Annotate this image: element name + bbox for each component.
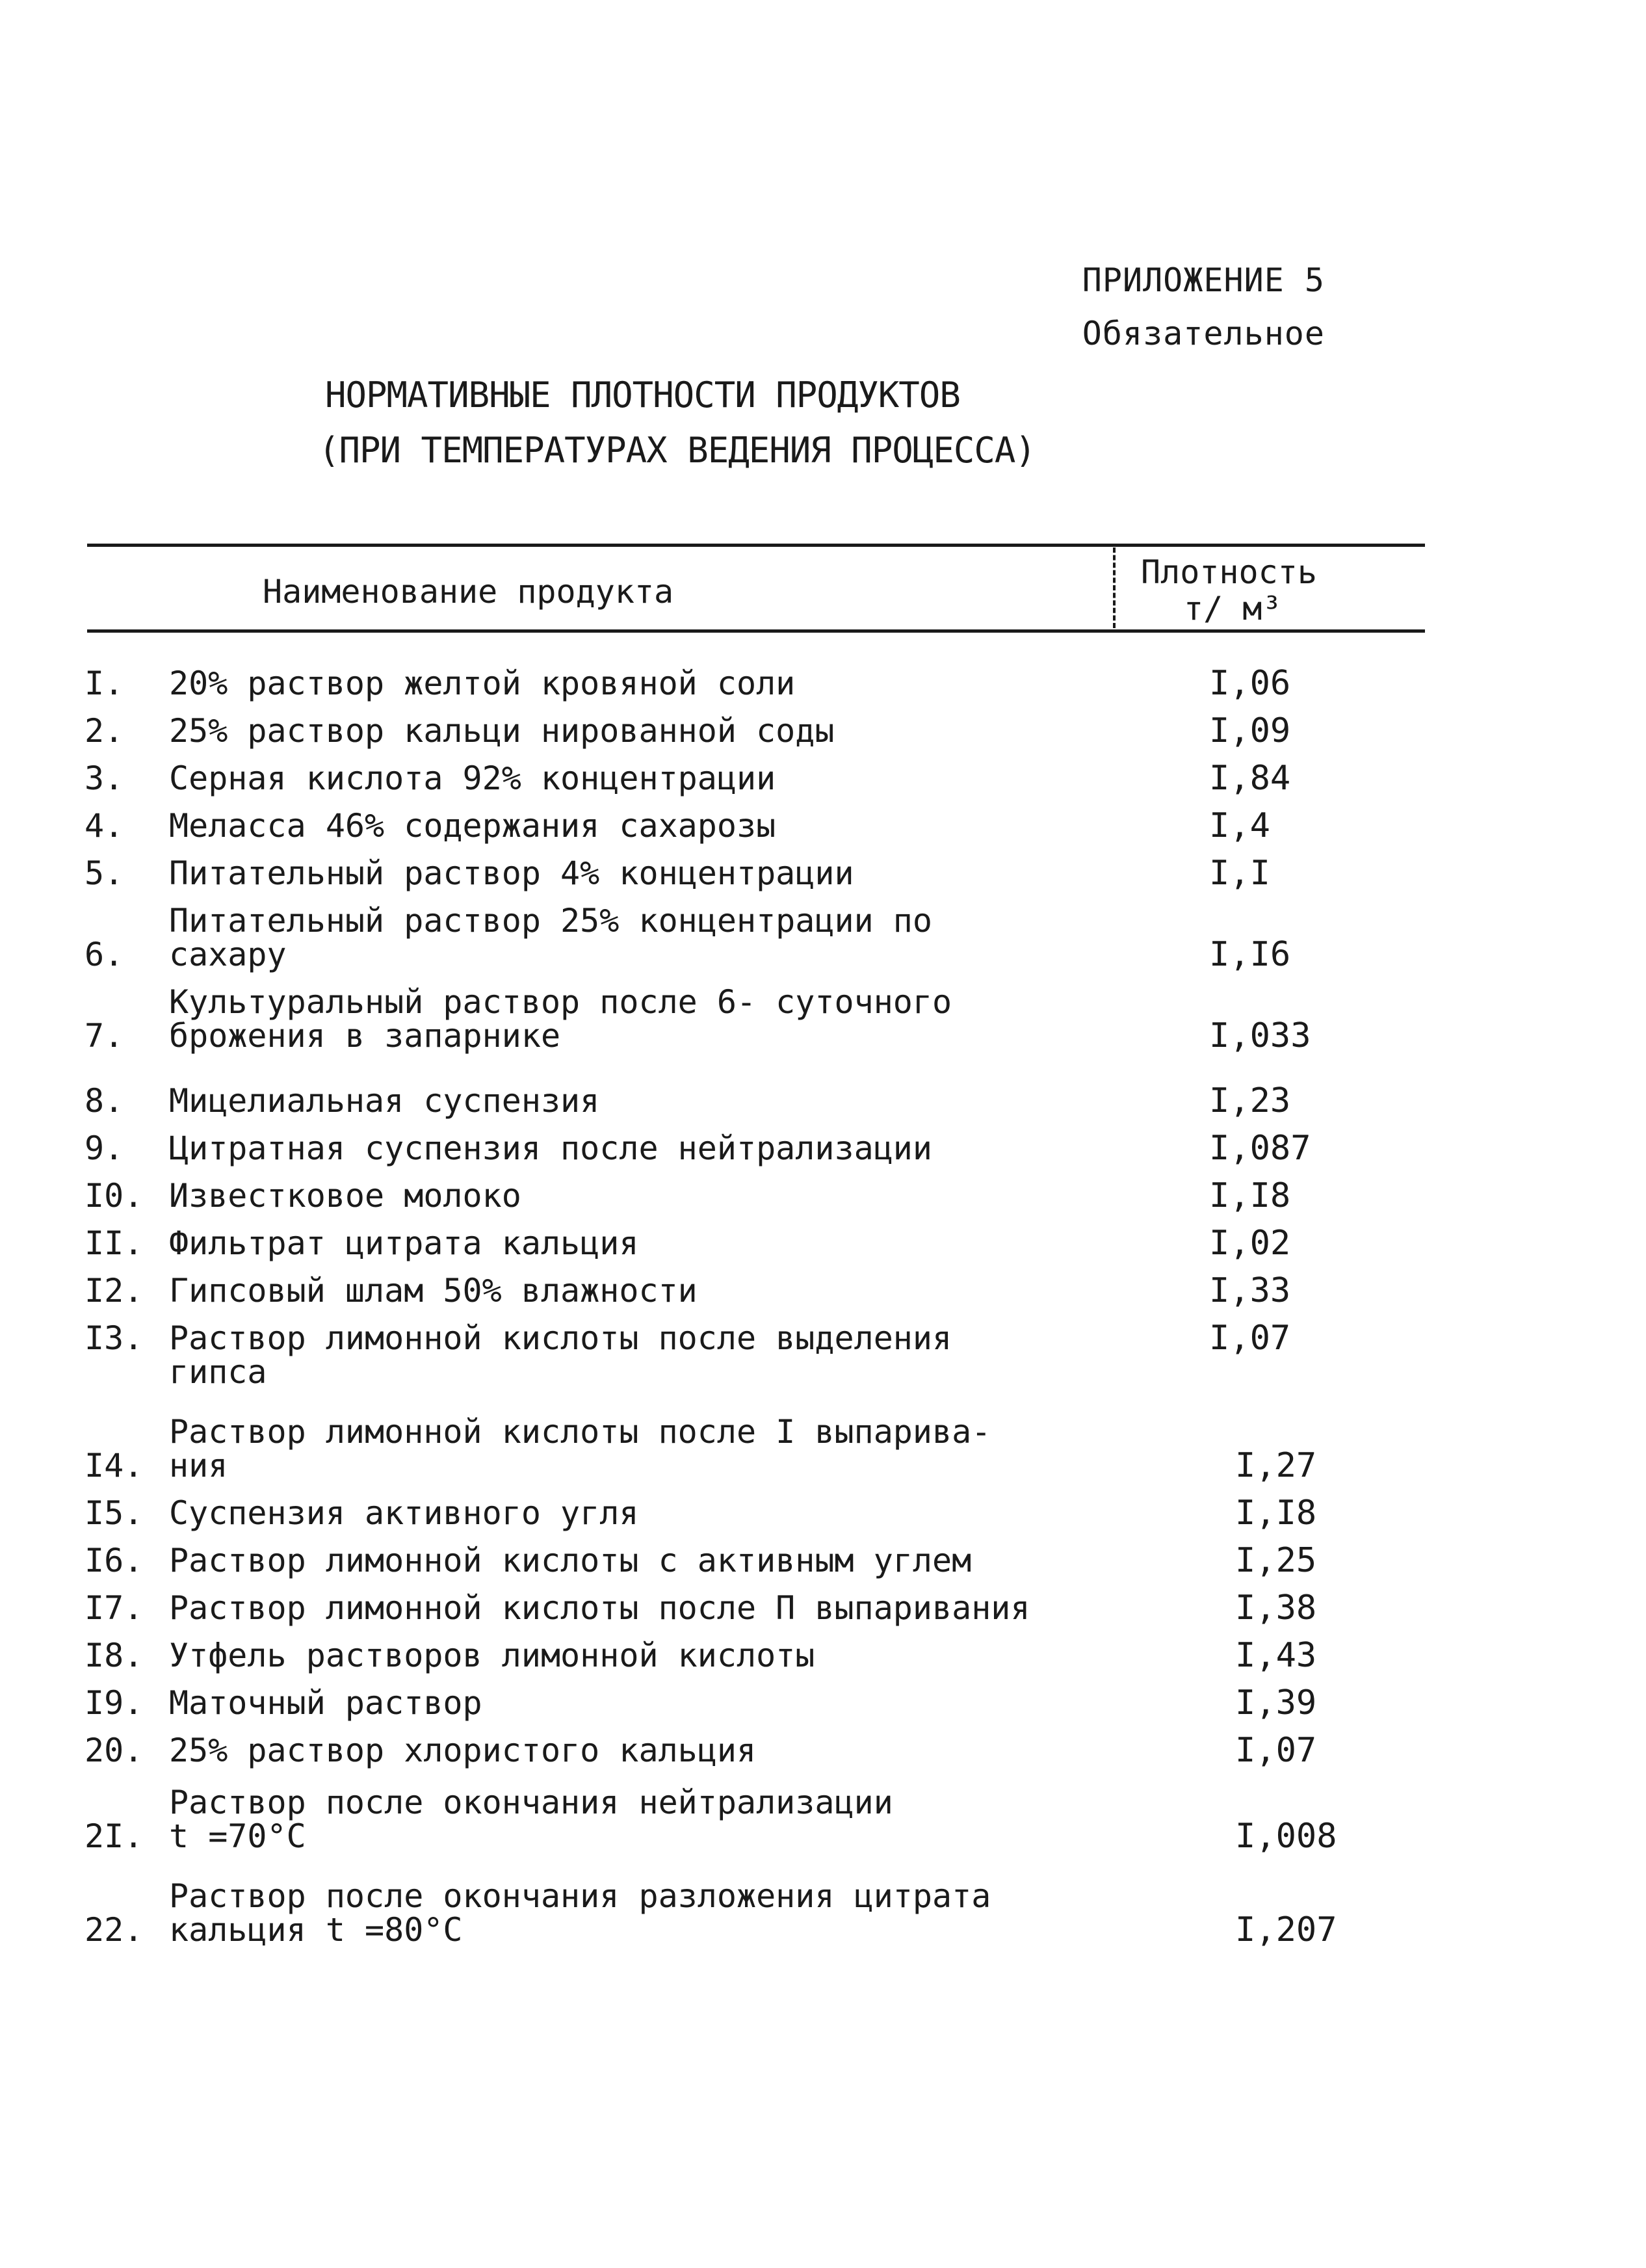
product-name	[169, 1226, 1190, 1260]
density-value: I,07	[1209, 1319, 1291, 1358]
appendix-number: ПРИЛОЖЕНИЕ 5	[1082, 261, 1325, 299]
product-name	[169, 856, 1190, 890]
table-row	[85, 1129, 1359, 1168]
density-value: I,008	[1235, 1817, 1337, 1856]
density-value: I,033	[1209, 1016, 1311, 1055]
density-value: I,I8	[1235, 1494, 1317, 1533]
density-value: I,39	[1235, 1683, 1317, 1722]
table-row	[85, 1636, 1359, 1675]
table-row	[85, 1415, 1359, 1483]
product-name-line: 25% раствор кальци нированной соды	[169, 712, 835, 750]
product-name	[169, 1786, 1190, 1853]
product-name-line: Утфель растворов лимонной кислоты	[169, 1637, 815, 1674]
product-name-line: Мицелиальная суспензия	[169, 1082, 600, 1120]
table-row	[85, 854, 1359, 893]
table-row	[85, 1879, 1359, 1947]
row-number: I4.	[85, 1447, 144, 1484]
table-row	[85, 711, 1359, 750]
row-number: 9.	[85, 1129, 124, 1167]
density-table-body	[85, 666, 1359, 1947]
table-row	[85, 902, 1359, 974]
product-name	[169, 1274, 1190, 1308]
product-name-line: Гипсовый шлам 50% влажности	[169, 1272, 698, 1310]
density-value: I,33	[1209, 1271, 1291, 1310]
density-value: I,25	[1235, 1541, 1317, 1580]
product-name-line: Раствор после окончания нейтрализации	[169, 1784, 893, 1821]
row-number: I0.	[85, 1177, 144, 1215]
density-value: I,07	[1235, 1731, 1317, 1770]
density-value: I,38	[1235, 1589, 1317, 1628]
product-name	[169, 1084, 1190, 1118]
column-header-name: Наименование продукта	[263, 573, 674, 611]
product-name-line: Раствор лимонной кислоты после П выпаривания	[169, 1589, 1030, 1627]
row-number: 6.	[85, 936, 124, 973]
table-row	[85, 1589, 1359, 1628]
table-row	[85, 1321, 1359, 1389]
product-name	[169, 1179, 1190, 1213]
density-header-line-1: Плотность	[1141, 553, 1317, 591]
density-value: I,43	[1235, 1636, 1317, 1675]
table-row	[85, 664, 1359, 703]
product-name-line: 20% раствор желтой кровяной соли	[169, 665, 796, 702]
row-number: I6.	[85, 1542, 144, 1579]
row-number: 22.	[85, 1911, 144, 1949]
row-number: 4.	[85, 807, 124, 845]
product-name-line: Раствор лимонной кислоты после выделения	[169, 1319, 952, 1357]
density-value: I,I8	[1209, 1176, 1291, 1215]
product-name	[169, 1734, 1190, 1767]
table-row	[85, 1176, 1359, 1215]
product-name-line: Маточный раствор	[169, 1684, 482, 1722]
product-name	[169, 1131, 1190, 1165]
product-name-line: t =70°C	[169, 1817, 306, 1855]
title-line-1: НОРМАТИВНЫЕ ПЛОТНОСТИ ПРОДУКТОВ	[325, 375, 960, 415]
product-name-line: Цитратная суспензия после нейтрализации	[169, 1129, 932, 1167]
row-number: 5.	[85, 854, 124, 892]
table-top-rule	[87, 544, 1425, 547]
density-value: I,02	[1209, 1224, 1291, 1263]
product-name	[169, 1496, 1190, 1530]
product-name	[169, 666, 1190, 700]
product-name	[169, 761, 1190, 795]
product-name-line: Раствор лимонной кислоты после I выпарива-	[169, 1413, 991, 1451]
column-header-density	[1141, 554, 1336, 627]
table-row	[85, 985, 1359, 1053]
table-row	[85, 1494, 1359, 1533]
product-name-line: брожения в запарнике	[169, 1017, 561, 1055]
product-name	[169, 714, 1190, 748]
product-name-line: кальция t =80°C	[169, 1911, 463, 1949]
density-value: I,207	[1235, 1910, 1337, 1949]
density-value: I,84	[1209, 759, 1291, 798]
appendix-status: Обязательное	[1082, 315, 1325, 352]
table-row	[85, 1541, 1359, 1580]
table-row	[85, 1271, 1359, 1310]
row-number: 8.	[85, 1082, 124, 1120]
product-name-line: Раствор лимонной кислоты с активным углем	[169, 1542, 972, 1579]
product-name-line: Культуральный раствор после 6- суточного	[169, 983, 952, 1021]
row-number: I5.	[85, 1494, 144, 1532]
density-value: I,I6	[1209, 935, 1291, 974]
document-title	[319, 367, 1036, 478]
row-number: 2I.	[85, 1817, 144, 1855]
product-name-line: Раствор после окончания разложения цитрата	[169, 1877, 991, 1915]
product-name	[169, 1544, 1190, 1577]
appendix-label	[1082, 254, 1325, 360]
table-row	[85, 759, 1359, 798]
product-name	[169, 1415, 1190, 1483]
table-row	[85, 1683, 1359, 1722]
product-name	[169, 1321, 1190, 1389]
row-number: 3.	[85, 759, 124, 797]
title-line-2: (ПРИ ТЕМПЕРАТУРАХ ВЕДЕНИЯ ПРОЦЕССА)	[319, 430, 1036, 471]
density-value: I,09	[1209, 711, 1291, 750]
product-name-line: гипса	[169, 1353, 267, 1391]
product-name-line: Питательный раствор 25% концентрации по	[169, 902, 932, 940]
product-name	[169, 1686, 1190, 1720]
density-value: I,4	[1209, 806, 1270, 845]
product-name	[169, 904, 1190, 971]
product-name	[169, 1591, 1190, 1625]
row-number: 20.	[85, 1732, 144, 1769]
row-number: I8.	[85, 1637, 144, 1674]
density-header-unit: т/ м³	[1184, 590, 1282, 627]
product-name-line: Меласса 46% содержания сахарозы	[169, 807, 776, 845]
product-name-line: Питательный раствор 4% концентрации	[169, 854, 854, 892]
product-name-line: 25% раствор хлористого кальция	[169, 1732, 757, 1769]
table-row	[85, 1784, 1359, 1856]
row-number: I2.	[85, 1272, 144, 1310]
density-value: I,27	[1235, 1446, 1317, 1485]
product-name-line: Известковое молоко	[169, 1177, 521, 1215]
product-name-line: Фильтрат цитрата кальция	[169, 1224, 639, 1262]
product-name	[169, 809, 1190, 843]
product-name	[169, 1639, 1190, 1672]
product-name-line: Суспензия активного угля	[169, 1494, 639, 1532]
product-name	[169, 985, 1190, 1053]
row-number: I9.	[85, 1684, 144, 1722]
row-number: I7.	[85, 1589, 144, 1627]
density-value: I,I	[1209, 854, 1270, 893]
table-row	[85, 1081, 1359, 1120]
density-value: I,23	[1209, 1081, 1291, 1120]
row-number: 2.	[85, 712, 124, 750]
product-name-line: ния	[169, 1447, 228, 1484]
product-name-line: сахару	[169, 936, 287, 973]
row-number: 7.	[85, 1017, 124, 1055]
density-value: I,087	[1209, 1129, 1311, 1168]
product-name-line: Серная кислота 92% концентрации	[169, 759, 776, 797]
table-header-rule	[87, 629, 1425, 633]
row-number: I3.	[85, 1319, 144, 1357]
table-row	[85, 1731, 1359, 1770]
table-row	[85, 806, 1359, 845]
row-number: II.	[85, 1224, 144, 1262]
table-row	[85, 1224, 1359, 1263]
density-value: I,06	[1209, 664, 1291, 703]
product-name	[169, 1879, 1190, 1947]
column-separator	[1113, 547, 1116, 628]
row-number: I.	[85, 665, 124, 702]
